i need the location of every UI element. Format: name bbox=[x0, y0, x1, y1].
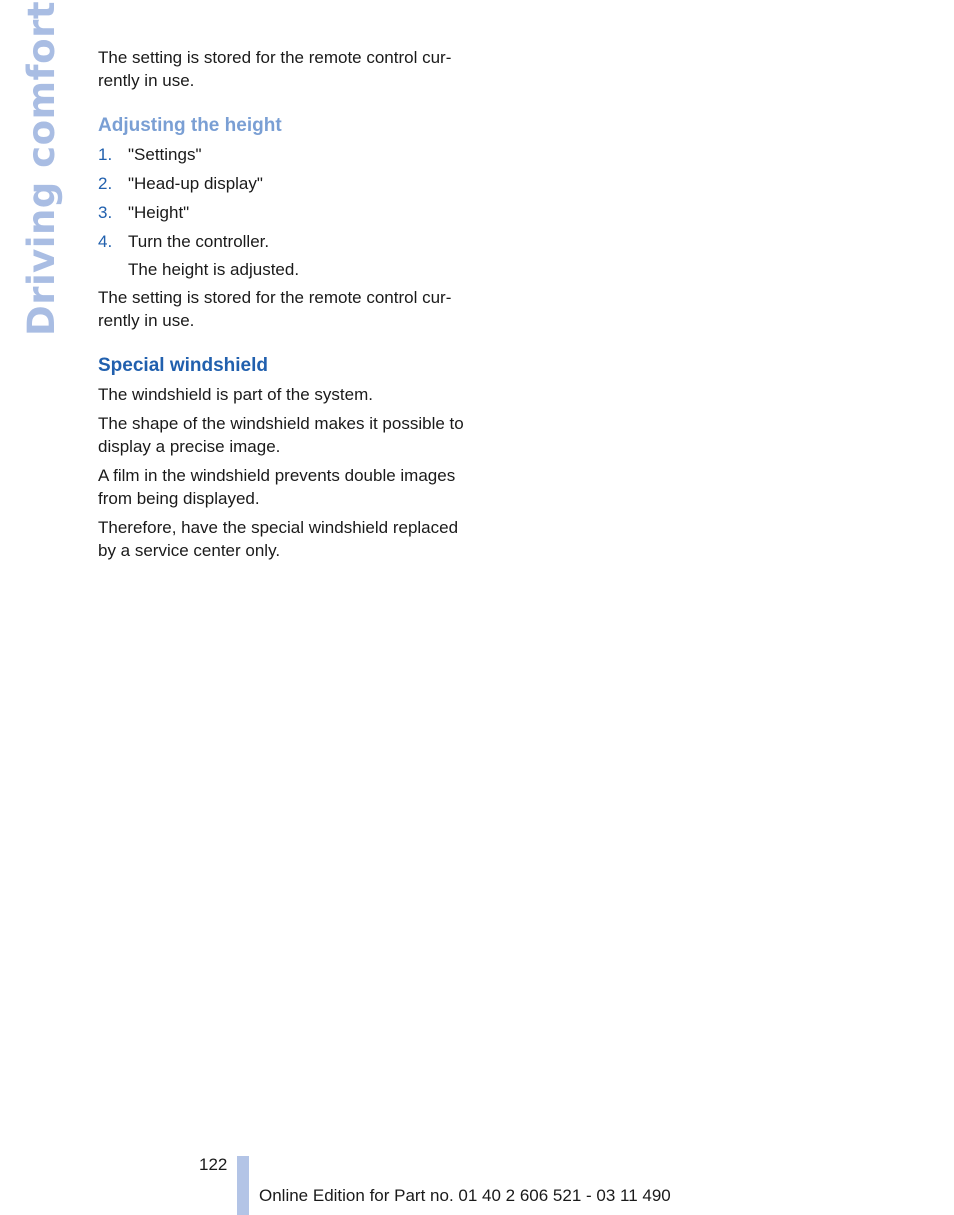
page-number: 122 bbox=[199, 1155, 228, 1174]
step-text: Turn the controller. bbox=[128, 232, 270, 251]
step-number: 4. bbox=[98, 232, 113, 251]
step-number: 2. bbox=[98, 174, 113, 193]
step-number: 3. bbox=[98, 203, 113, 222]
list-item bbox=[98, 201, 473, 230]
step-text: "Head-up display" bbox=[128, 174, 263, 193]
step-text: "Height" bbox=[128, 203, 190, 222]
windshield-paragraph: Therefore, have the special windshield replaced by a service center only. bbox=[98, 518, 459, 560]
list-item bbox=[98, 143, 473, 172]
adjusting-height-heading: Adjusting the height bbox=[98, 115, 282, 136]
step-number: 1. bbox=[98, 145, 113, 164]
height-note: The setting is stored for the remote control cur-rently in use. bbox=[98, 288, 452, 330]
special-windshield-heading: Special windshield bbox=[98, 355, 268, 376]
intro-paragraph: The setting is stored for the remote control cur-rently in use. bbox=[98, 48, 452, 90]
step-result: The height is adjusted. bbox=[128, 260, 300, 279]
chapter-side-title: Driving comfort bbox=[20, 0, 63, 336]
windshield-paragraph: The windshield is part of the system. bbox=[98, 385, 373, 404]
list-item bbox=[98, 230, 473, 259]
windshield-paragraph: The shape of the windshield makes it possible to display a precise image. bbox=[98, 414, 464, 456]
windshield-paragraph: A film in the windshield prevents double images from being displayed. bbox=[98, 466, 456, 508]
step-text: "Settings" bbox=[128, 145, 202, 164]
main-content bbox=[98, 46, 473, 568]
footer-bar bbox=[237, 1156, 249, 1215]
list-item bbox=[98, 172, 473, 201]
adjusting-height-steps bbox=[98, 143, 473, 259]
footer-edition-text: Online Edition for Part no. 01 40 2 606 521 - 03 11 490 bbox=[259, 1186, 671, 1205]
